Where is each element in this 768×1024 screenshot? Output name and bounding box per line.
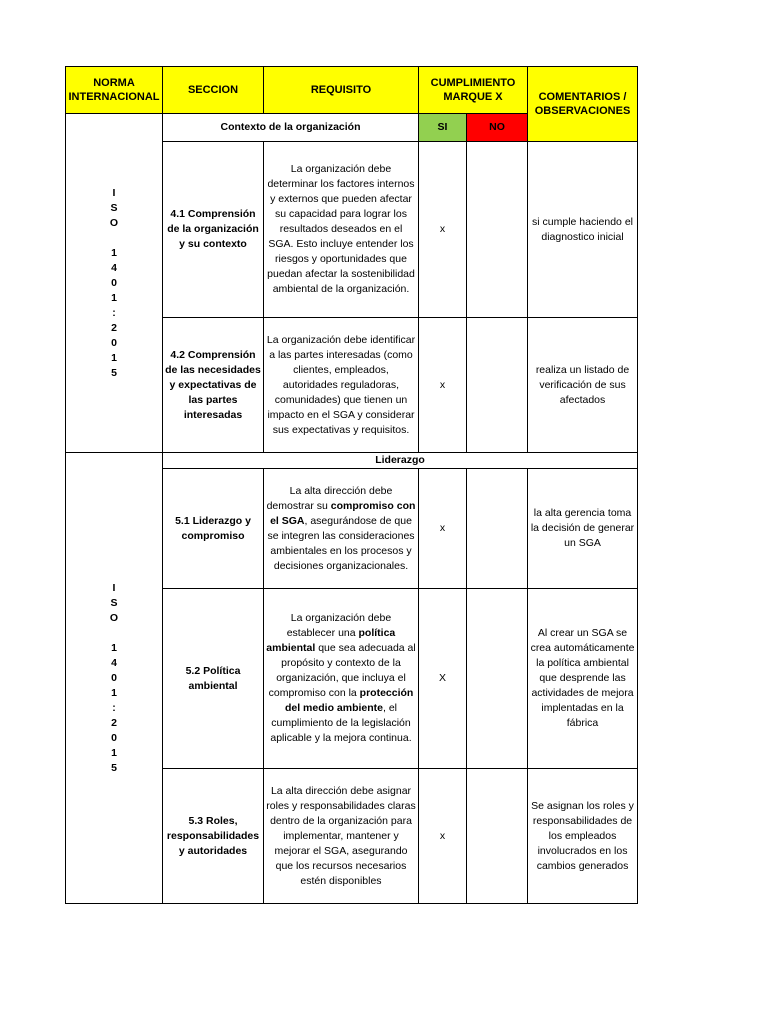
no-label: NO	[467, 114, 528, 142]
seccion-5-1: 5.1 Liderazgo y compromiso	[163, 469, 264, 589]
requisito-5-1: La alta dirección debe demostrar su compromiso con el SGA, asegurándose de que se integren las consideraciones ambientales en los procesos y decisiones organizacionales.	[264, 469, 419, 589]
section-row-liderazgo	[66, 453, 638, 469]
header-cumplimiento: CUMPLIMIENTO MARQUE X	[419, 67, 528, 114]
norma-iso-14001-2015-group1: I S O 1 4 0 1 : 2 0 1 5	[66, 114, 163, 453]
requisito-5-2: La organización debe establecer una política ambiental que sea adecuada al propósito y contexto de la organización, que incluya el compromiso con la protección del medio ambiente, el cumplimiento de la legislación aplicable y la mejora continua.	[264, 589, 419, 769]
si-mark-5-3[interactable]: x	[419, 769, 467, 904]
comentario-5-2: Al crear un SGA se crea automáticamente la política ambiental que desprende las actividades de mejora implentadas en la fábrica	[528, 589, 638, 769]
seccion-5-2: 5.2 Política ambiental	[163, 589, 264, 769]
seccion-4-2: 4.2 Comprensión de las necesidades y expectativas de las partes interesadas	[163, 318, 264, 453]
no-mark-5-1[interactable]	[467, 469, 528, 589]
no-mark-4-1[interactable]	[467, 142, 528, 318]
seccion-5-3: 5.3 Roles, responsabilidades y autoridades	[163, 769, 264, 904]
header-requisito: REQUISITO	[264, 67, 419, 114]
header-norma: NORMA INTERNACIONAL	[66, 67, 163, 114]
iso-requirements-table	[65, 66, 638, 904]
requisito-5-3: La alta dirección debe asignar roles y responsabilidades claras dentro de la organización para implementar, mantener y mejorar el SGA, asegurando que los recursos necesarios estén disponibles	[264, 769, 419, 904]
si-mark-5-2[interactable]: X	[419, 589, 467, 769]
no-mark-5-2[interactable]	[467, 589, 528, 769]
section-title-liderazgo: Liderazgo	[163, 453, 638, 469]
si-mark-4-1[interactable]: x	[419, 142, 467, 318]
seccion-4-1: 4.1 Comprensión de la organización y su contexto	[163, 142, 264, 318]
comentario-4-1: si cumple haciendo el diagnostico inicial	[528, 142, 638, 318]
section-title-contexto: Contexto de la organización	[163, 114, 419, 142]
no-mark-4-2[interactable]	[467, 318, 528, 453]
header-row	[66, 67, 638, 114]
si-mark-5-1[interactable]: x	[419, 469, 467, 589]
header-comentarios: COMENTARIOS / OBSERVACIONES	[528, 67, 638, 142]
comentario-5-1: la alta gerencia toma la decisión de generar un SGA	[528, 469, 638, 589]
comentario-5-3: Se asignan los roles y responsabilidades de los empleados involucrados en los cambios generados	[528, 769, 638, 904]
header-seccion: SECCION	[163, 67, 264, 114]
no-mark-5-3[interactable]	[467, 769, 528, 904]
si-label: SI	[419, 114, 467, 142]
requisito-4-2: La organización debe identificar a las partes interesadas (como clientes, empleados, autoridades reguladoras, comunidades) que tienen un impacto en el SGA y considerar sus expectativas y requisitos.	[264, 318, 419, 453]
comentario-4-2: realiza un listado de verificación de sus afectados	[528, 318, 638, 453]
requisito-4-1: La organización debe determinar los factores internos y externos que pueden afectar su capacidad para lograr los resultados deseados en el SGA. Esto incluye entender los riesgos y oportunidades que puedan afectar la sostenibilidad ambiental de la organización.	[264, 142, 419, 318]
norma-iso-14001-2015-group2: I S O 1 4 0 1 : 2 0 1 5	[66, 453, 163, 904]
si-mark-4-2[interactable]: x	[419, 318, 467, 453]
